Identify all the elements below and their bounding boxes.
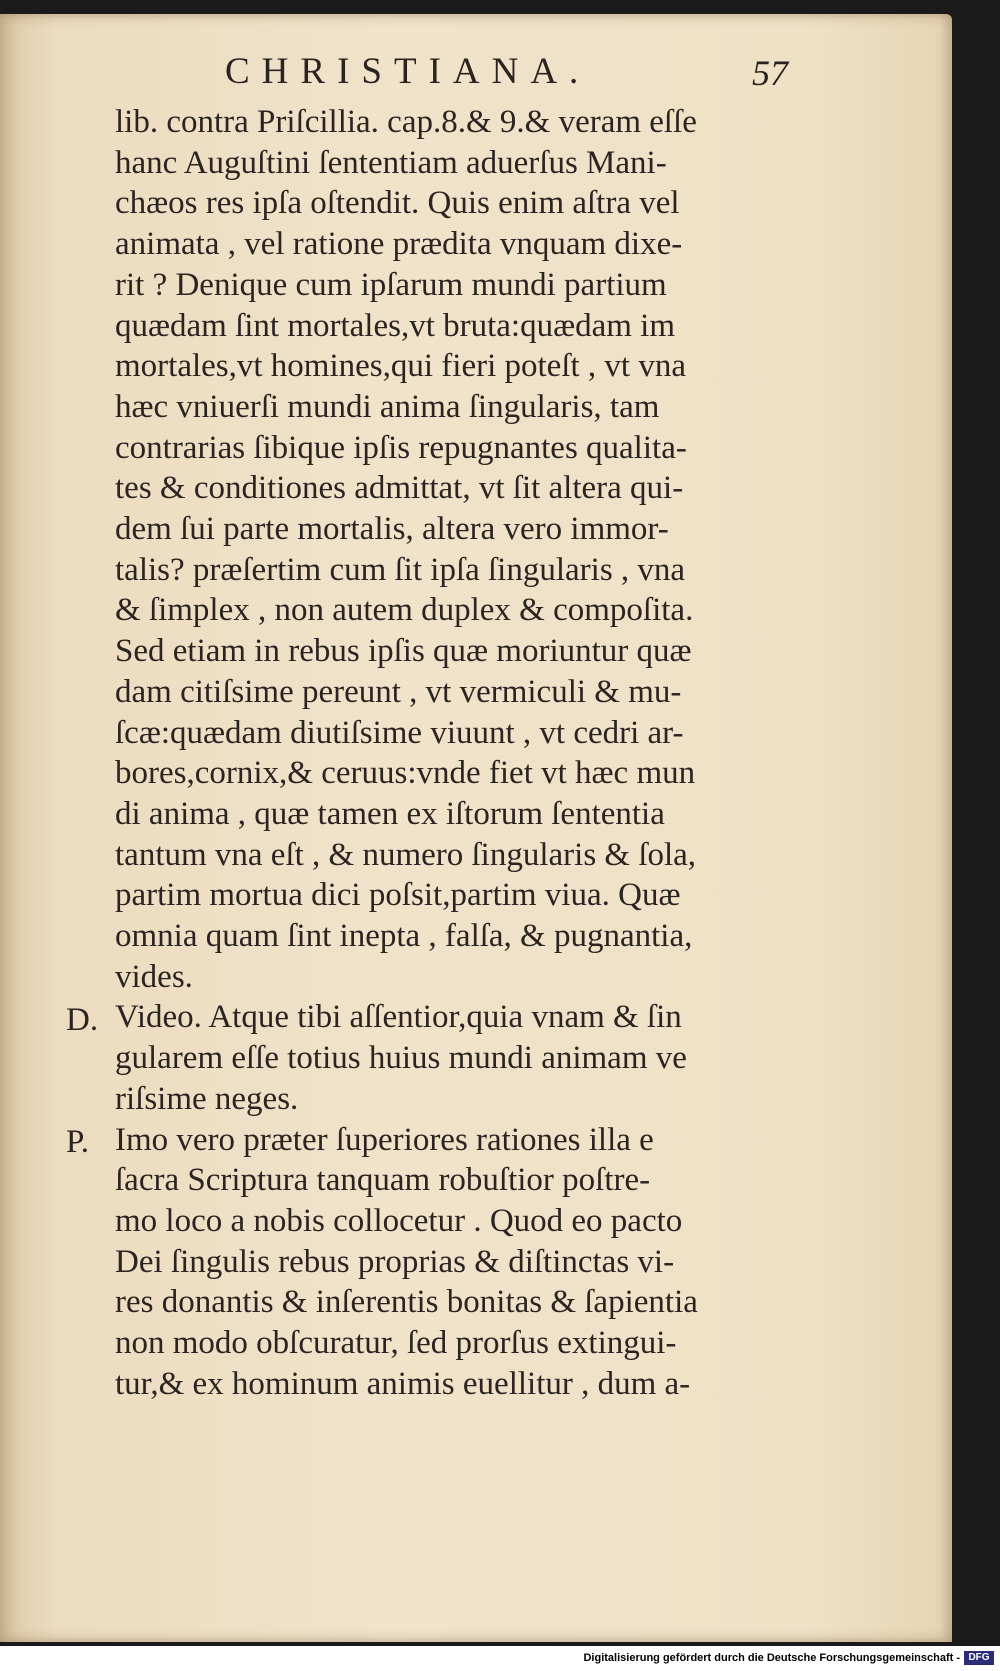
text-line: vides. xyxy=(115,958,193,995)
text-line: animata , vel ratione prædita vnquam dixe- xyxy=(115,226,683,263)
text-line: tantum vna eſt , & numero ſingularis & ſola, xyxy=(115,836,697,873)
text-line: non modo obſcuratur, ſed prorſus extingui- xyxy=(115,1325,677,1361)
text-line: res donantis & inſerentis bonitas & ſapientia xyxy=(115,1284,698,1321)
speaker-label-d: D. xyxy=(66,1002,99,1038)
text-line: dam citiſsime pereunt , vt vermiculi & mu- xyxy=(115,673,682,710)
footer-credit: Digitalisierung gefördert durch die Deutsche Forschungsgemeinschaft - xyxy=(583,1652,960,1664)
text-line: quædam ſint mortales,vt bruta:quædam im xyxy=(115,307,676,344)
text-line: ſcæ:quædam diutiſsime viuunt , vt cedri ar- xyxy=(115,714,684,751)
text-line: di anima , quæ tamen ex iſtorum ſententia xyxy=(115,795,665,832)
text-line: ſacra Scriptura tanquam robuſtior poſtre- xyxy=(115,1162,651,1199)
text-line: tur,& ex hominum animis euellitur , dum a- xyxy=(115,1365,691,1402)
text-line: hæc vniuerſi mundi anima ſingularis, tam xyxy=(115,388,660,425)
speaker-label-p: P. xyxy=(66,1124,89,1160)
text-line: dem ſui parte mortalis, altera vero immor- xyxy=(115,511,669,547)
text-line: riſsime neges. xyxy=(115,1080,299,1117)
page-number: 57 xyxy=(752,53,788,93)
text-line: hanc Auguſtini ſententiam aduerſus Mani- xyxy=(115,144,667,181)
text-line: mortales,vt homines,qui fieri poteſt , vt vna xyxy=(115,348,686,385)
text-line: Imo vero præter ſuperiores rationes illa e xyxy=(115,1121,654,1158)
text-line: omnia quam ſint inepta , falſa, & pugnantia, xyxy=(115,918,693,954)
text-line: lib. contra Priſcillia. cap.8.& 9.& veram eſſe xyxy=(115,104,697,140)
text-line: mo loco a nobis collocetur . Quod eo pacto xyxy=(115,1202,683,1239)
dfg-logo: DFG xyxy=(964,1651,994,1665)
text-line: bores,cornix,& ceruus:vnde fiet vt hæc mun xyxy=(115,755,696,792)
running-header: CHRISTIANA. xyxy=(225,51,591,92)
text-line: Video. Atque tibi aſſentior,quia vnam & ſin xyxy=(115,999,682,1036)
text-line: gularem eſſe totius huius mundi animam ve xyxy=(115,1040,687,1077)
text-line: Dei ſingulis rebus proprias & diſtinctas vi- xyxy=(115,1243,675,1280)
text-line: & ſimplex , non autem duplex & compoſita. xyxy=(115,592,694,629)
text-line: talis? præſertim cum ſit ipſa ſingularis , vna xyxy=(115,551,686,588)
text-line: chæos res ipſa oſtendit. Quis enim aſtra vel xyxy=(115,185,680,222)
text-line: rit ? Denique cum ipſarum mundi partium xyxy=(115,266,667,303)
text-line: Sed etiam in rebus ipſis quæ moriuntur quæ xyxy=(115,633,692,670)
text-line: partim mortua dici poſsit,partim viua. Quæ xyxy=(115,877,681,914)
text-line: tes & conditiones admittat, vt ſit altera qui- xyxy=(115,470,684,507)
text-line: contrarias ſibique ipſis repugnantes qualita- xyxy=(115,429,687,466)
